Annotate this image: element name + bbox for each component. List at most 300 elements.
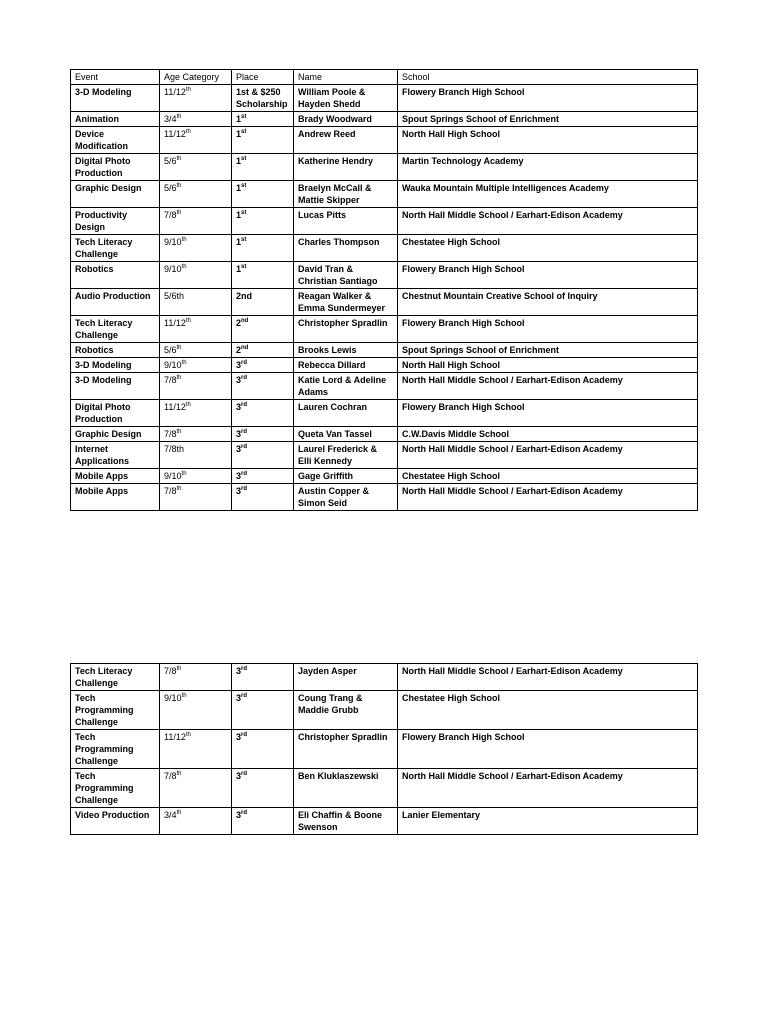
cell-name-text: Ben Kluklaszewski	[298, 771, 379, 781]
cell-school-text: North Hall Middle School / Earhart-Edison Academy	[402, 666, 623, 676]
table-row	[71, 691, 698, 730]
cell-place-suffix: st	[241, 210, 247, 216]
cell-school	[398, 208, 698, 235]
cell-name	[294, 484, 398, 511]
cell-event	[71, 289, 160, 316]
cell-age-category-text: 9/10	[164, 237, 182, 247]
cell-place	[232, 127, 294, 154]
header-event: Event	[71, 70, 160, 85]
cell-event	[71, 427, 160, 442]
cell-school-text: North Hall Middle School / Earhart-Edison Academy	[402, 444, 623, 454]
cell-age-category-suffix: th	[181, 237, 187, 243]
cell-name	[294, 112, 398, 127]
cell-event-text: Graphic Design	[75, 183, 142, 193]
cell-event-text: Tech Programming Challenge	[75, 732, 134, 766]
cell-age-category-suffix: th	[185, 732, 191, 738]
cell-event	[71, 373, 160, 400]
cell-place-text: 1	[236, 237, 242, 247]
table-row	[71, 484, 698, 511]
cell-school	[398, 769, 698, 808]
cell-school-text: Chestatee High School	[402, 693, 501, 703]
cell-place	[232, 343, 294, 358]
cell-event	[71, 664, 160, 691]
cell-event	[71, 400, 160, 427]
cell-place	[232, 400, 294, 427]
cell-name-text: Christopher Spradlin	[298, 732, 388, 742]
cell-place-suffix: st	[241, 183, 247, 189]
cell-name-text: Austin Copper & Simon Seid	[298, 486, 369, 508]
cell-name-text: Christopher Spradlin	[298, 318, 388, 328]
cell-age-category-text: 11/12	[164, 87, 186, 97]
cell-event	[71, 262, 160, 289]
cell-age-category	[160, 85, 232, 112]
cell-age-category	[160, 427, 232, 442]
cell-place-text: 1	[236, 156, 242, 166]
cell-name	[294, 400, 398, 427]
table-row	[71, 373, 698, 400]
cell-age-category-suffix: th	[176, 771, 182, 777]
cell-school	[398, 808, 698, 835]
table-row	[71, 154, 698, 181]
cell-place	[232, 358, 294, 373]
cell-age-category-suffix: th	[176, 666, 182, 672]
cell-place-text: 2nd	[236, 291, 253, 301]
cell-name-text: Lucas Pitts	[298, 210, 347, 220]
cell-place	[232, 373, 294, 400]
table-row	[71, 664, 698, 691]
cell-event	[71, 181, 160, 208]
cell-school	[398, 691, 698, 730]
cell-place-suffix: st	[241, 237, 247, 243]
cell-age-category-text: 3/4	[164, 114, 177, 124]
cell-place-text: 1	[236, 264, 242, 274]
cell-school	[398, 343, 698, 358]
cell-age-category-text: 7/8	[164, 375, 177, 385]
table-row	[71, 469, 698, 484]
cell-place-suffix: nd	[241, 345, 249, 351]
cell-place-text: 1	[236, 129, 242, 139]
cell-age-category	[160, 730, 232, 769]
cell-name	[294, 664, 398, 691]
cell-name	[294, 316, 398, 343]
cell-name-text: Eli Chaffin & Boone Swenson	[298, 810, 382, 832]
cell-name	[294, 769, 398, 808]
cell-place-suffix: rd	[241, 810, 248, 816]
cell-school	[398, 316, 698, 343]
cell-place	[232, 808, 294, 835]
results-table-1	[70, 69, 698, 511]
table-row	[71, 127, 698, 154]
cell-age-category	[160, 208, 232, 235]
table-row	[71, 289, 698, 316]
cell-place-suffix: rd	[241, 402, 248, 408]
cell-age-category	[160, 289, 232, 316]
cell-place	[232, 112, 294, 127]
cell-name	[294, 154, 398, 181]
cell-school-text: Spout Springs School of Enrichment	[402, 345, 560, 355]
cell-event-text: Tech Literacy Challenge	[75, 666, 133, 688]
results-table-2	[70, 663, 698, 835]
cell-age-category	[160, 154, 232, 181]
table-row	[71, 442, 698, 469]
header-place: Place	[232, 70, 294, 85]
cell-name	[294, 469, 398, 484]
cell-event-text: Mobile Apps	[75, 471, 129, 481]
table-header-row	[71, 70, 698, 85]
cell-age-category-text: 7/8	[164, 666, 177, 676]
cell-age-category-suffix: th	[181, 471, 187, 477]
cell-age-category-text: 5/6	[164, 183, 177, 193]
cell-event-text: Device Modification	[75, 129, 128, 151]
cell-name	[294, 208, 398, 235]
cell-age-category-text: 9/10	[164, 264, 182, 274]
cell-name-text: Coung Trang & Maddie Grubb	[298, 693, 363, 715]
cell-event	[71, 484, 160, 511]
cell-name-text: Rebecca Dillard	[298, 360, 366, 370]
cell-name-text: Braelyn McCall & Mattie Skipper	[298, 183, 372, 205]
cell-event-text: Digital Photo Production	[75, 156, 131, 178]
cell-place-text: 1st & $250 Scholarship	[236, 87, 288, 109]
cell-school-text: Flowery Branch High School	[402, 87, 525, 97]
cell-event-text: Internet Applications	[75, 444, 130, 466]
cell-place	[232, 235, 294, 262]
cell-school	[398, 400, 698, 427]
cell-place-text: 3	[236, 444, 242, 454]
cell-place	[232, 316, 294, 343]
cell-event-text: Robotics	[75, 345, 114, 355]
cell-event-text: 3-D Modeling	[75, 87, 132, 97]
cell-school-text: Chestatee High School	[402, 237, 501, 247]
cell-name-text: Brady Woodward	[298, 114, 372, 124]
cell-name	[294, 691, 398, 730]
cell-event	[71, 235, 160, 262]
cell-age-category-text: 7/8	[164, 486, 177, 496]
cell-place-text: 3	[236, 732, 242, 742]
cell-age-category	[160, 343, 232, 358]
cell-place-suffix: rd	[241, 771, 248, 777]
cell-school-text: Lanier Elementary	[402, 810, 481, 820]
cell-school-text: Wauka Mountain Multiple Intelligences Academy	[402, 183, 609, 193]
table-row	[71, 85, 698, 112]
cell-age-category-suffix: th	[181, 693, 187, 699]
cell-place	[232, 85, 294, 112]
table-row	[71, 343, 698, 358]
cell-event	[71, 808, 160, 835]
cell-age-category-suffix: th	[176, 114, 182, 120]
cell-age-category-suffix: th	[185, 129, 191, 135]
cell-age-category-text: 7/8	[164, 210, 177, 220]
cell-place	[232, 769, 294, 808]
cell-event	[71, 769, 160, 808]
cell-school-text: C.W.Davis Middle School	[402, 429, 510, 439]
cell-age-category-text: 11/12	[164, 732, 186, 742]
cell-event-text: Productivity Design	[75, 210, 128, 232]
cell-event	[71, 691, 160, 730]
cell-school	[398, 664, 698, 691]
cell-age-category	[160, 769, 232, 808]
cell-event	[71, 343, 160, 358]
cell-name	[294, 373, 398, 400]
cell-place-text: 2	[236, 345, 242, 355]
cell-place-suffix: st	[241, 156, 247, 162]
cell-place-text: 3	[236, 402, 242, 412]
cell-event-text: Animation	[75, 114, 119, 124]
cell-place-suffix: st	[241, 114, 247, 120]
cell-age-category-text: 9/10	[164, 471, 182, 481]
cell-age-category	[160, 358, 232, 373]
cell-place-text: 1	[236, 183, 242, 193]
cell-name	[294, 343, 398, 358]
cell-school	[398, 730, 698, 769]
cell-age-category-text: 11/12	[164, 318, 186, 328]
cell-place	[232, 289, 294, 316]
cell-school-text: North Hall High School	[402, 129, 500, 139]
cell-age-category-suffix: th	[176, 810, 182, 816]
cell-event	[71, 730, 160, 769]
table-row	[71, 208, 698, 235]
cell-place-suffix: st	[241, 264, 247, 270]
cell-event	[71, 316, 160, 343]
cell-age-category	[160, 400, 232, 427]
cell-place-text: 3	[236, 486, 242, 496]
cell-name-text: Andrew Reed	[298, 129, 356, 139]
cell-place	[232, 427, 294, 442]
cell-age-category-text: 5/6	[164, 156, 177, 166]
table-row	[71, 808, 698, 835]
cell-age-category-suffix: th	[185, 402, 191, 408]
cell-age-category	[160, 373, 232, 400]
cell-age-category-text: 5/6th	[164, 291, 185, 301]
cell-name	[294, 181, 398, 208]
cell-age-category-suffix: th	[176, 156, 182, 162]
cell-school	[398, 469, 698, 484]
cell-place-text: 3	[236, 429, 242, 439]
cell-school-text: Spout Springs School of Enrichment	[402, 114, 560, 124]
cell-name-text: Laurel Frederick & Elli Kennedy	[298, 444, 378, 466]
cell-age-category-suffix: th	[185, 87, 191, 93]
cell-age-category-suffix: th	[185, 318, 191, 324]
cell-school	[398, 427, 698, 442]
table-row	[71, 769, 698, 808]
cell-school-text: Flowery Branch High School	[402, 402, 525, 412]
cell-school	[398, 85, 698, 112]
table-row	[71, 358, 698, 373]
header-name: Name	[294, 70, 398, 85]
cell-school-text: Chestatee High School	[402, 471, 501, 481]
cell-place	[232, 262, 294, 289]
cell-name	[294, 262, 398, 289]
cell-name	[294, 442, 398, 469]
cell-place	[232, 691, 294, 730]
table-row	[71, 112, 698, 127]
cell-school	[398, 484, 698, 511]
cell-school-text: North Hall Middle School / Earhart-Edison Academy	[402, 375, 623, 385]
cell-place-text: 2	[236, 318, 242, 328]
cell-name-text: Lauren Cochran	[298, 402, 368, 412]
table-row	[71, 400, 698, 427]
cell-age-category	[160, 484, 232, 511]
table-row	[71, 262, 698, 289]
cell-place-text: 3	[236, 693, 242, 703]
cell-place-text: 1	[236, 114, 242, 124]
cell-place	[232, 442, 294, 469]
cell-name	[294, 289, 398, 316]
cell-name-text: Jayden Asper	[298, 666, 357, 676]
cell-event	[71, 127, 160, 154]
cell-age-category-suffix: th	[176, 345, 182, 351]
table-row	[71, 181, 698, 208]
cell-place-suffix: rd	[241, 375, 248, 381]
cell-event-text: Tech Programming Challenge	[75, 771, 134, 805]
cell-place-suffix: nd	[241, 318, 249, 324]
cell-name-text: Brooks Lewis	[298, 345, 357, 355]
cell-age-category-suffix: th	[176, 183, 182, 189]
cell-event	[71, 154, 160, 181]
cell-school-text: Flowery Branch High School	[402, 732, 525, 742]
cell-place	[232, 469, 294, 484]
cell-name	[294, 730, 398, 769]
cell-age-category-suffix: th	[176, 210, 182, 216]
cell-name-text: Reagan Walker & Emma Sundermeyer	[298, 291, 386, 313]
cell-age-category-text: 7/8th	[164, 444, 185, 454]
cell-age-category-suffix: th	[176, 375, 182, 381]
cell-school	[398, 181, 698, 208]
cell-event-text: 3-D Modeling	[75, 375, 132, 385]
cell-school-text: Martin Technology Academy	[402, 156, 524, 166]
cell-school-text: North Hall Middle School / Earhart-Edison Academy	[402, 210, 623, 220]
cell-place-text: 3	[236, 471, 242, 481]
cell-event-text: Robotics	[75, 264, 114, 274]
cell-name-text: Katherine Hendry	[298, 156, 374, 166]
cell-place-text: 3	[236, 360, 242, 370]
header-school: School	[398, 70, 698, 85]
cell-school-text: North Hall High School	[402, 360, 500, 370]
cell-age-category-text: 9/10	[164, 693, 182, 703]
cell-event	[71, 112, 160, 127]
cell-event-text: Tech Literacy Challenge	[75, 237, 133, 259]
cell-event-text: Tech Programming Challenge	[75, 693, 134, 727]
cell-age-category-text: 9/10	[164, 360, 182, 370]
cell-school-text: Flowery Branch High School	[402, 318, 525, 328]
cell-place-suffix: rd	[241, 732, 248, 738]
cell-age-category-text: 7/8	[164, 771, 177, 781]
cell-name	[294, 808, 398, 835]
cell-event-text: 3-D Modeling	[75, 360, 132, 370]
cell-age-category-suffix: th	[176, 429, 182, 435]
cell-place	[232, 154, 294, 181]
cell-event	[71, 85, 160, 112]
cell-event-text: Video Production	[75, 810, 150, 820]
cell-school	[398, 127, 698, 154]
cell-school	[398, 289, 698, 316]
cell-event	[71, 358, 160, 373]
cell-event-text: Audio Production	[75, 291, 151, 301]
cell-place-suffix: rd	[241, 444, 248, 450]
cell-school	[398, 112, 698, 127]
cell-age-category	[160, 442, 232, 469]
cell-name-text: Katie Lord & Adeline Adams	[298, 375, 387, 397]
cell-age-category	[160, 127, 232, 154]
cell-age-category-text: 11/12	[164, 129, 186, 139]
cell-name	[294, 427, 398, 442]
cell-event	[71, 442, 160, 469]
cell-name	[294, 235, 398, 262]
cell-place-suffix: rd	[241, 360, 248, 366]
cell-age-category	[160, 235, 232, 262]
cell-event-text: Graphic Design	[75, 429, 142, 439]
cell-place	[232, 208, 294, 235]
header-age-category: Age Category	[160, 70, 232, 85]
cell-school	[398, 262, 698, 289]
cell-age-category	[160, 808, 232, 835]
cell-name-text: Queta Van Tassel	[298, 429, 372, 439]
cell-place	[232, 730, 294, 769]
table-row	[71, 235, 698, 262]
cell-name-text: David Tran & Christian Santiago	[298, 264, 378, 286]
cell-age-category-text: 7/8	[164, 429, 177, 439]
cell-age-category	[160, 262, 232, 289]
cell-event	[71, 208, 160, 235]
cell-place-suffix: rd	[241, 693, 248, 699]
cell-place-text: 3	[236, 666, 242, 676]
cell-event-text: Mobile Apps	[75, 486, 129, 496]
cell-name	[294, 358, 398, 373]
cell-event-text: Digital Photo Production	[75, 402, 131, 424]
cell-place-suffix: rd	[241, 429, 248, 435]
cell-school-text: North Hall Middle School / Earhart-Edison Academy	[402, 771, 623, 781]
cell-school	[398, 154, 698, 181]
cell-age-category	[160, 181, 232, 208]
cell-place-suffix: st	[241, 129, 247, 135]
cell-age-category-suffix: th	[181, 264, 187, 270]
cell-age-category	[160, 469, 232, 484]
cell-age-category-suffix: th	[181, 360, 187, 366]
cell-place-suffix: rd	[241, 471, 248, 477]
cell-place-text: 3	[236, 810, 242, 820]
cell-age-category-suffix: th	[176, 486, 182, 492]
cell-place-text: 1	[236, 210, 242, 220]
cell-school	[398, 358, 698, 373]
cell-school	[398, 442, 698, 469]
cell-place-text: 3	[236, 771, 242, 781]
table-row	[71, 316, 698, 343]
cell-name	[294, 85, 398, 112]
cell-school-text: North Hall Middle School / Earhart-Edison Academy	[402, 486, 623, 496]
cell-event	[71, 469, 160, 484]
cell-place-text: 3	[236, 375, 242, 385]
cell-name-text: Charles Thompson	[298, 237, 380, 247]
cell-school-text: Flowery Branch High School	[402, 264, 525, 274]
cell-place-suffix: rd	[241, 666, 248, 672]
cell-name-text: Gage Griffith	[298, 471, 354, 481]
cell-place	[232, 664, 294, 691]
cell-age-category	[160, 691, 232, 730]
cell-age-category	[160, 664, 232, 691]
cell-event-text: Tech Literacy Challenge	[75, 318, 133, 340]
cell-school	[398, 373, 698, 400]
cell-name	[294, 127, 398, 154]
cell-place-suffix: rd	[241, 486, 248, 492]
cell-age-category-text: 11/12	[164, 402, 186, 412]
table-row	[71, 427, 698, 442]
cell-age-category	[160, 316, 232, 343]
cell-age-category	[160, 112, 232, 127]
cell-place	[232, 181, 294, 208]
cell-age-category-text: 5/6	[164, 345, 177, 355]
cell-place	[232, 484, 294, 511]
cell-school	[398, 235, 698, 262]
cell-age-category-text: 3/4	[164, 810, 177, 820]
